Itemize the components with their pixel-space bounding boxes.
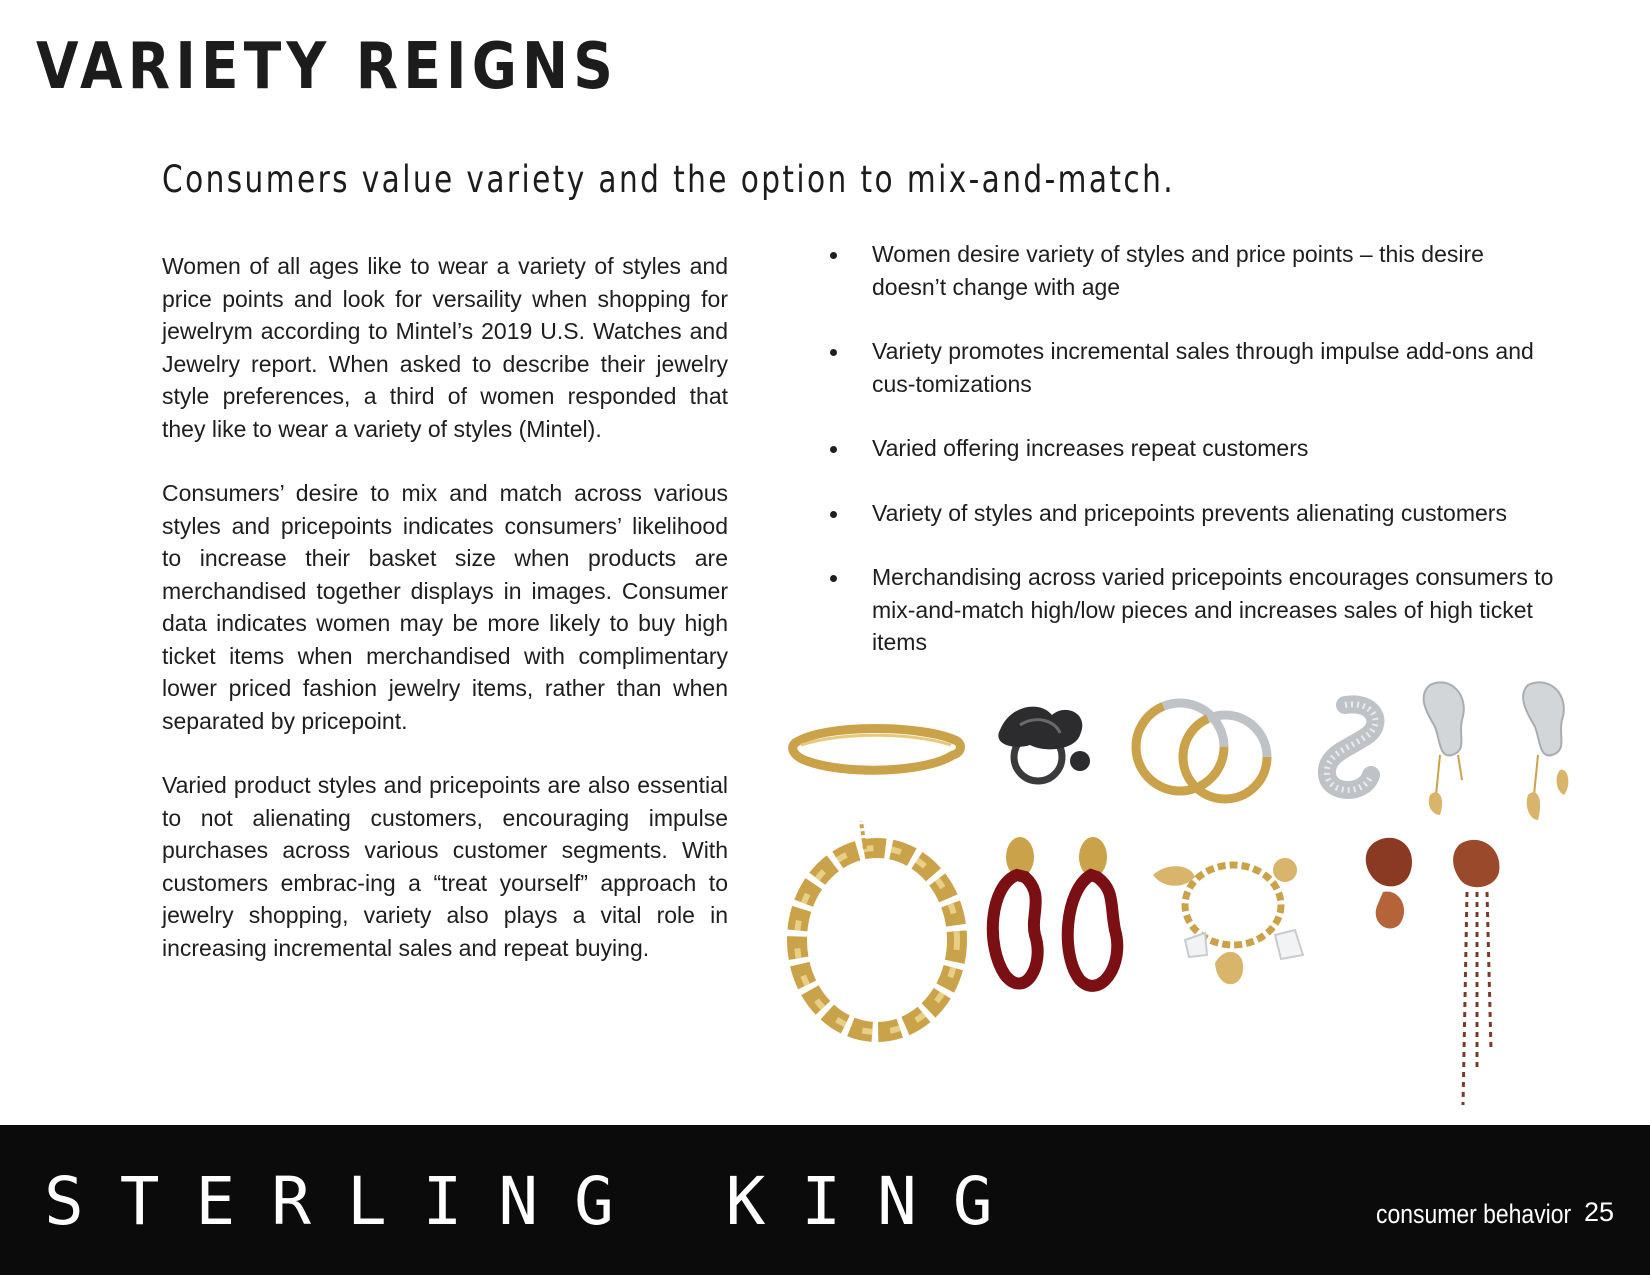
bullet-dot-icon: [830, 252, 837, 259]
bullet-text: Women desire variety of styles and price points – this desire doesn’t change with age: [872, 241, 1484, 300]
body-paragraph: Women of all ages like to wear a variety of styles and price points and look for versaility when shopping for jewelrym according to Mintel’s 2019 U.S. Watches and Jewelry report. When asked to describe their jewelry style preferences, a third of women responded that they like to wear a variety of styles (Mintel).: [162, 253, 728, 442]
bullet-dot-icon: [830, 349, 837, 356]
body-text-column: [162, 250, 728, 996]
pave-wave-ring-image: [1305, 695, 1395, 805]
bullet-dot-icon: [830, 575, 837, 582]
bullet-dot-icon: [830, 511, 837, 518]
bullet-item: [830, 561, 1560, 659]
gold-cuff-bracelet-image: [785, 713, 970, 788]
bullet-item: [830, 238, 1560, 303]
bullet-item: [830, 432, 1560, 465]
jewelry-collage: [785, 695, 1585, 1115]
copper-drop-earrings-image: [1355, 830, 1535, 1115]
bullet-text: Variety of styles and pricepoints prevents alienating customers: [872, 499, 1507, 526]
bullet-list: [830, 238, 1560, 691]
page-title: VARIETY REIGNS: [36, 30, 619, 104]
brand-wordmark: STERLING KING: [44, 1163, 1029, 1240]
bullet-item: [830, 335, 1560, 400]
red-resin-hoop-earrings-image: [985, 835, 1135, 1005]
page-subtitle: Consumers value variety and the option to mix-and-match.: [162, 158, 1176, 201]
body-paragraph: Varied product styles and pricepoints are also essential to not alienating customers, encouraging impulse purchases across various customer segments. With customers embrac-ing a “treat yourself” approach to jewelry shopping, variety also plays a vital role in increasing incremental sales and repeat buying.: [162, 772, 728, 961]
gold-charm-bracelet-image: [1145, 845, 1320, 1005]
bullet-item: [830, 497, 1560, 530]
gold-silver-hoop-earrings-image: [1125, 695, 1275, 805]
gold-link-necklace-image: [785, 815, 970, 1045]
page-number: 25: [1584, 1197, 1615, 1227]
section-label: consumer behavior: [1376, 1199, 1572, 1229]
bullet-text: Merchandising across varied pricepoints encourages consumers to mix-and-match high/low pieces and increases sales of high ticket items: [872, 564, 1554, 655]
bullet-text: Varied offering increases repeat customers: [872, 435, 1309, 461]
bullet-dot-icon: [830, 446, 837, 453]
silver-drop-earrings-image: [1410, 675, 1590, 840]
footer-bar: [0, 1125, 1650, 1275]
bullet-text: Variety promotes incremental sales through impulse add-ons and cus-tomizations: [872, 338, 1534, 397]
black-rose-ring-image: [980, 695, 1105, 790]
body-paragraph: Consumers’ desire to mix and match across various styles and pricepoints indicates consumers’ likelihood to increase their basket size when products are merchandised together displays in images. Consumer data indicates women may be more likely to buy high ticket items when merchandised with complimentary lower priced fashion jewelry items, rather than when separated by pricepoint.: [162, 480, 728, 734]
